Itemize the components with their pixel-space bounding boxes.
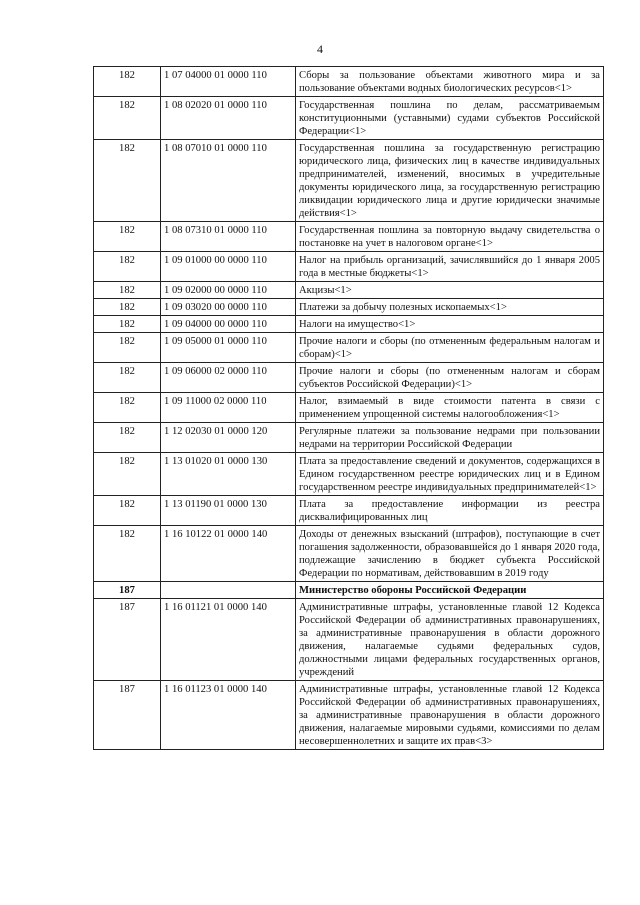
revenue-name-cell: Платежи за добычу полезных ископаемых<1> [296,299,604,316]
revenue-name-cell: Налог на прибыль организаций, зачислявшийся до 1 января 2005 года в местные бюджеты<1> [296,252,604,282]
budget-classification-code-cell: 1 09 11000 02 0000 110 [161,393,296,423]
admin-code-cell: 182 [94,299,161,316]
revenue-name-cell: Плата за предоставление сведений и документов, содержащихся в Едином государственном реестре юридических лиц и в Едином государственном реестре индивидуальных предпринимателей<1> [296,453,604,496]
budget-classification-code-cell: 1 13 01190 01 0000 130 [161,496,296,526]
table-row [94,496,604,526]
admin-code-cell: 187 [94,582,161,599]
table-row [94,453,604,496]
revenue-name-cell: Министерство обороны Российской Федерации [296,582,604,599]
admin-code-cell: 187 [94,599,161,681]
budget-classification-code-cell: 1 08 07010 01 0000 110 [161,140,296,222]
revenue-codes-table [93,66,604,750]
budget-classification-code-cell: 1 07 04000 01 0000 110 [161,67,296,97]
revenue-name-cell: Акцизы<1> [296,282,604,299]
table-row [94,252,604,282]
admin-code-cell: 182 [94,453,161,496]
budget-classification-code-cell: 1 09 04000 00 0000 110 [161,316,296,333]
table-row [94,599,604,681]
revenue-name-cell: Налоги на имущество<1> [296,316,604,333]
budget-classification-code-cell: 1 12 02030 01 0000 120 [161,423,296,453]
admin-code-cell: 182 [94,526,161,582]
table-row [94,681,604,750]
admin-code-cell: 182 [94,333,161,363]
table-row [94,97,604,140]
admin-code-cell: 182 [94,97,161,140]
budget-classification-code-cell [161,582,296,599]
table-row [94,363,604,393]
admin-code-cell: 187 [94,681,161,750]
table-row [94,316,604,333]
table-body [94,67,604,750]
table-row [94,299,604,316]
table-row [94,333,604,363]
budget-classification-code-cell: 1 16 01123 01 0000 140 [161,681,296,750]
revenue-name-cell: Доходы от денежных взысканий (штрафов), поступающие в счет погашения задолженности, образовавшейся до 1 января 2020 года, подлежащие зачислению в бюджет субъекта Российской Федерации по нормативам, действовавшим в 2019 году [296,526,604,582]
admin-code-cell: 182 [94,393,161,423]
page-number: 4 [317,42,323,56]
admin-code-cell: 182 [94,316,161,333]
section-header-row [94,582,604,599]
budget-classification-code-cell: 1 09 05000 01 0000 110 [161,333,296,363]
revenue-name-cell: Прочие налоги и сборы (по отмененным налогам и сборам субъектов Российской Федерации)<1> [296,363,604,393]
admin-code-cell: 182 [94,140,161,222]
revenue-name-cell: Государственная пошлина за повторную выдачу свидетельства о постановке на учет в налоговом органе<1> [296,222,604,252]
budget-classification-code-cell: 1 16 01121 01 0000 140 [161,599,296,681]
admin-code-cell: 182 [94,282,161,299]
revenue-name-cell: Налог, взимаемый в виде стоимости патента в связи с применением упрощенной системы налогообложения<1> [296,393,604,423]
table-row [94,423,604,453]
table-row [94,526,604,582]
admin-code-cell: 182 [94,222,161,252]
revenue-name-cell: Плата за предоставление информации из реестра дисквалифицированных лиц [296,496,604,526]
budget-classification-code-cell: 1 13 01020 01 0000 130 [161,453,296,496]
admin-code-cell: 182 [94,363,161,393]
budget-classification-code-cell: 1 08 02020 01 0000 110 [161,97,296,140]
revenue-name-cell: Государственная пошлина за государственную регистрацию юридического лица, физических лиц в качестве индивидуальных предпринимателей, изменений, вносимых в учредительные документы юридического лица, за государственную регистрацию ликвидации юридического лица и другие юридически значимые действия<1> [296,140,604,222]
table-row [94,393,604,423]
revenue-name-cell: Административные штрафы, установленные главой 12 Кодекса Российской Федерации об административных правонарушениях, за административные правонарушения в области дорожного движения, налагаемые мировыми судьями, комиссиями по делам несовершеннолетних и защите их прав<3> [296,681,604,750]
table-row [94,222,604,252]
revenue-name-cell: Сборы за пользование объектами животного мира и за пользование объектами водных биологических ресурсов<1> [296,67,604,97]
budget-classification-code-cell: 1 09 01000 00 0000 110 [161,252,296,282]
table-row [94,282,604,299]
admin-code-cell: 182 [94,252,161,282]
revenue-name-cell: Административные штрафы, установленные главой 12 Кодекса Российской Федерации об административных правонарушениях, за административные правонарушения в области дорожного движения, налагаемые судьями федеральных судов, должностными лицами федеральных государственных органов, учреждений [296,599,604,681]
revenue-name-cell: Прочие налоги и сборы (по отмененным федеральным налогам и сборам)<1> [296,333,604,363]
admin-code-cell: 182 [94,423,161,453]
budget-classification-code-cell: 1 09 03020 00 0000 110 [161,299,296,316]
table-row [94,67,604,97]
table-row [94,140,604,222]
revenue-name-cell: Регулярные платежи за пользование недрами при пользовании недрами на территории Российской Федерации [296,423,604,453]
revenue-name-cell: Государственная пошлина по делам, рассматриваемым конституционными (уставными) судами субъектов Российской Федерации<1> [296,97,604,140]
budget-classification-code-cell: 1 09 06000 02 0000 110 [161,363,296,393]
admin-code-cell: 182 [94,67,161,97]
budget-classification-code-cell: 1 08 07310 01 0000 110 [161,222,296,252]
admin-code-cell: 182 [94,496,161,526]
budget-classification-code-cell: 1 16 10122 01 0000 140 [161,526,296,582]
budget-classification-code-cell: 1 09 02000 00 0000 110 [161,282,296,299]
